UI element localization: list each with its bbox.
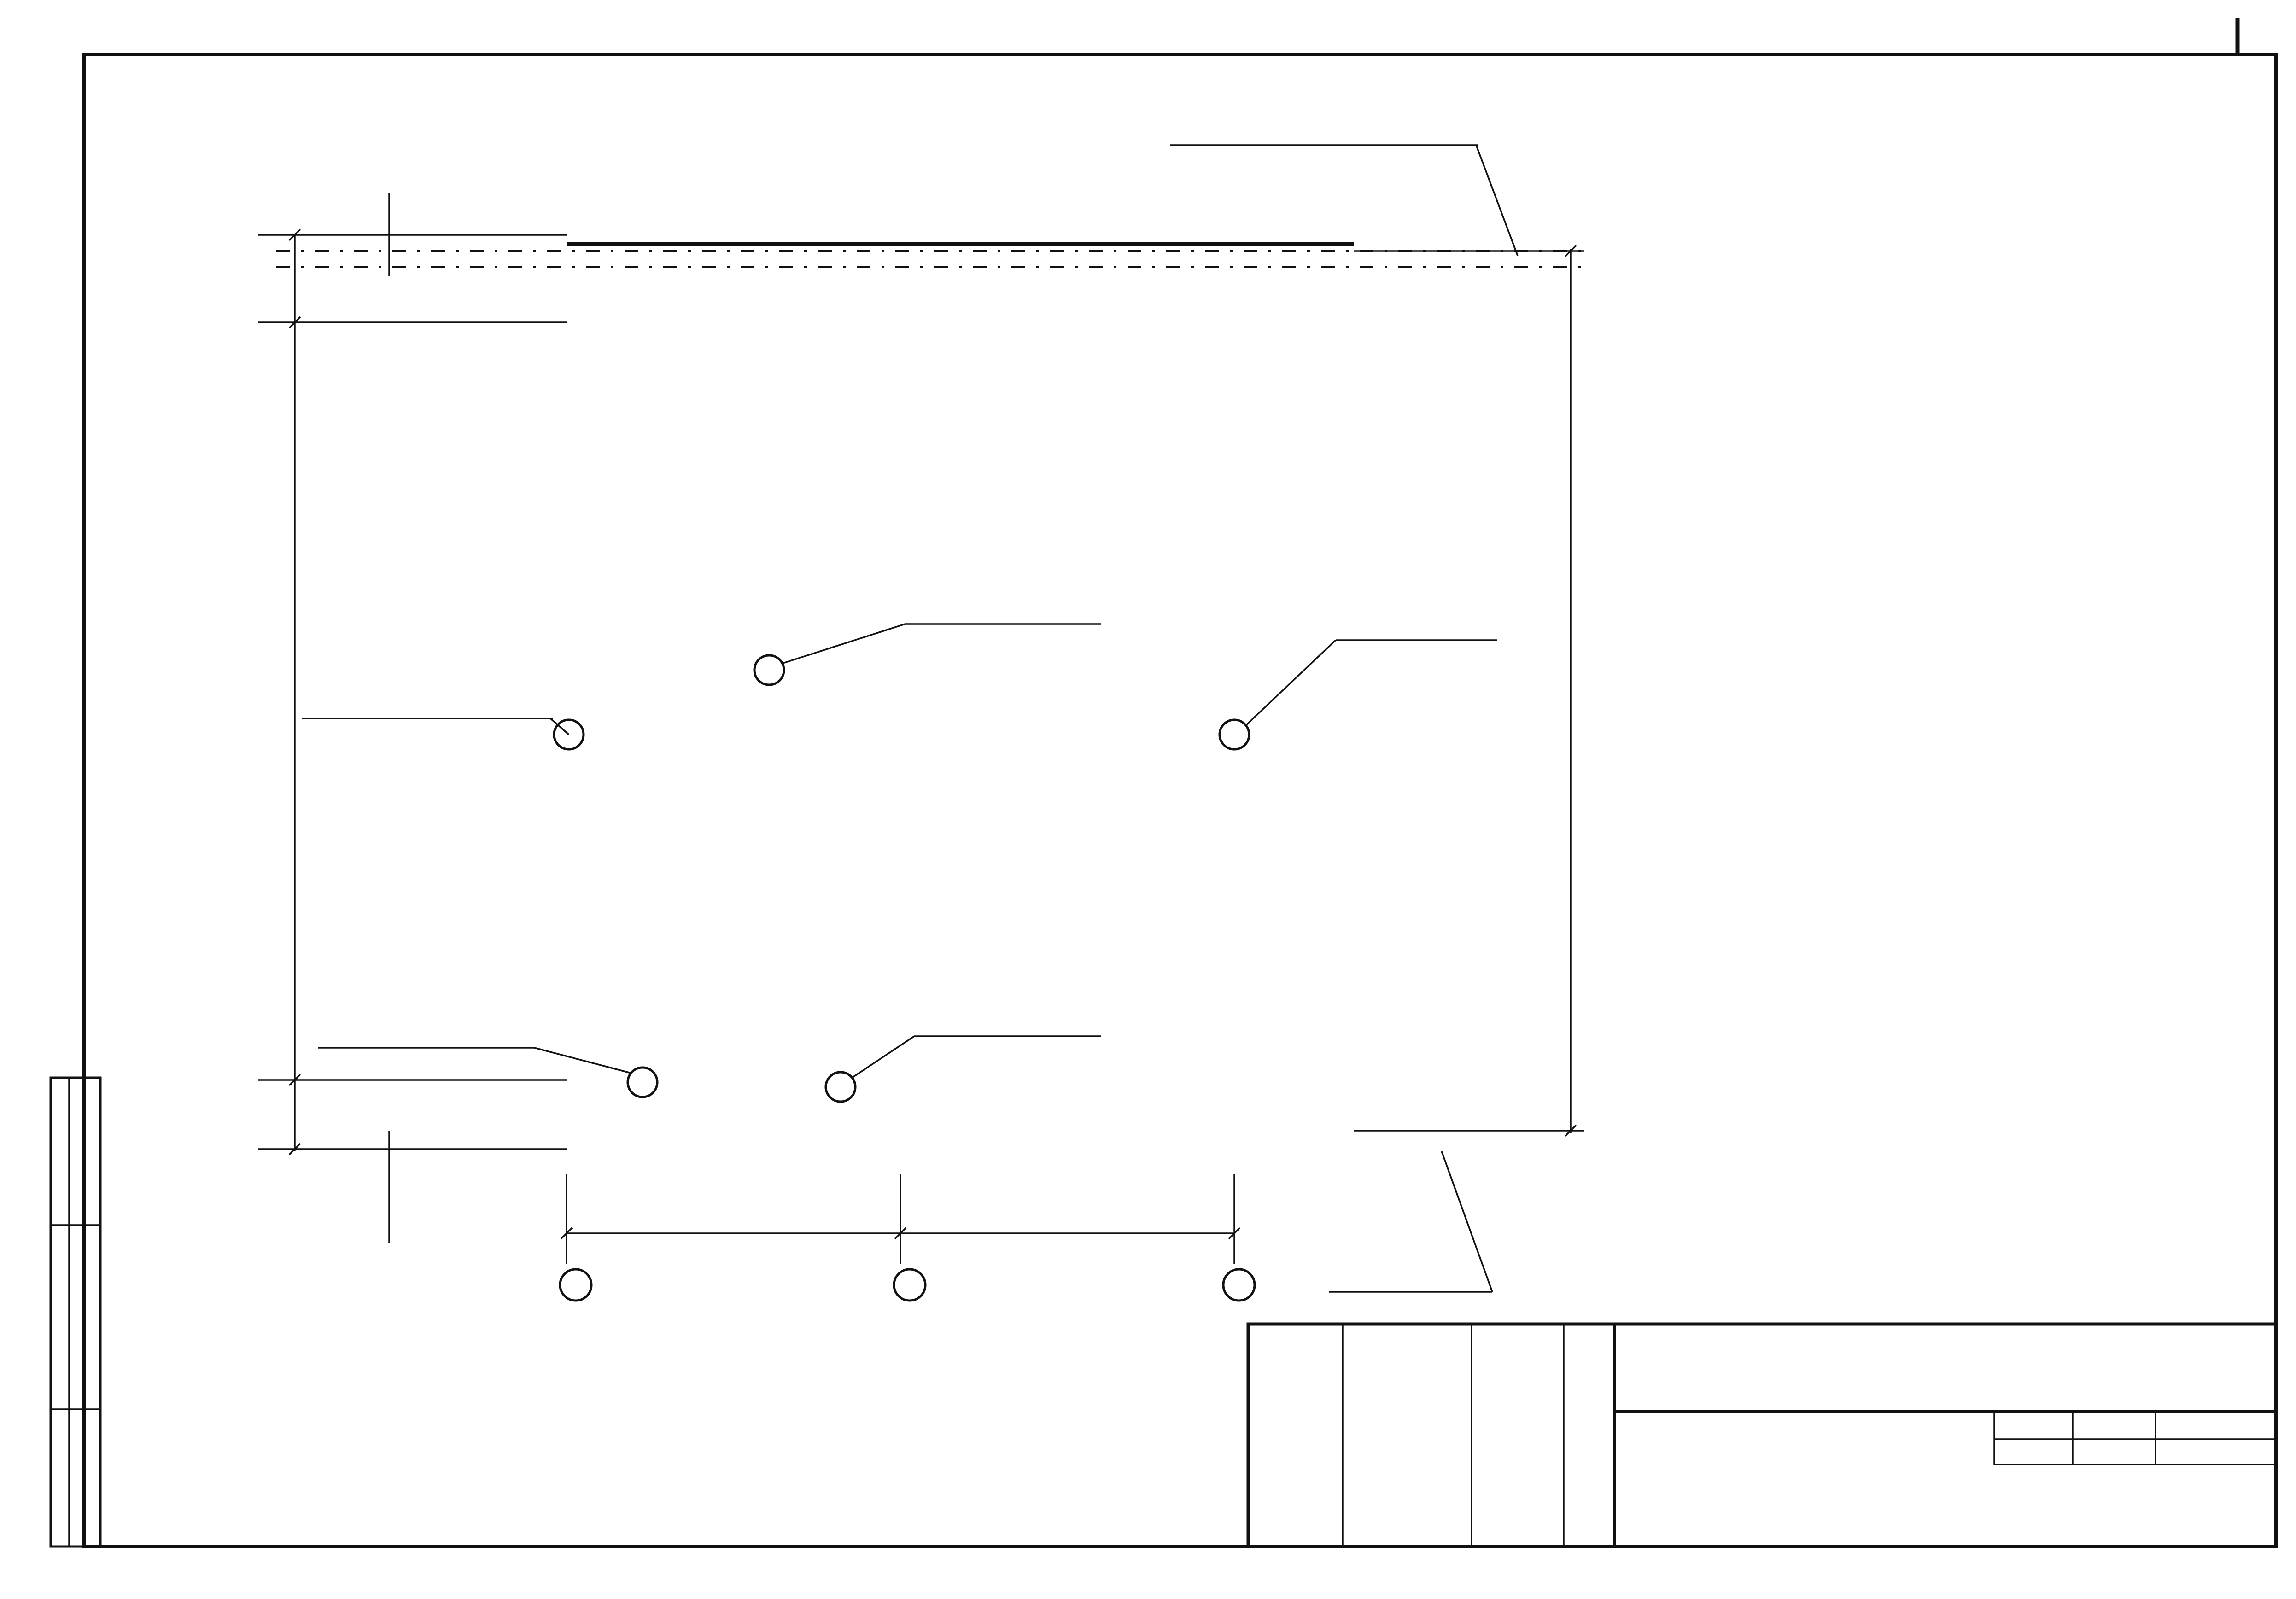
callout-40	[1220, 640, 1497, 749]
callout-41	[302, 718, 584, 749]
axis-bubble-col-1	[560, 1269, 591, 1301]
column-axis-bubbles	[560, 1174, 1255, 1301]
callout-45	[826, 1036, 1101, 1102]
axis-bubble-col-2	[894, 1269, 925, 1301]
axis-bubble-col-3	[1223, 1269, 1255, 1301]
end-axis-leader	[1442, 1151, 1492, 1292]
side-stamp	[51, 1078, 100, 1546]
callout-42	[318, 1048, 657, 1097]
callout-43	[754, 624, 1101, 685]
title-block	[1248, 1324, 2276, 1546]
right-dimension	[1354, 245, 1584, 1136]
antiseismic-leader	[1476, 145, 1518, 256]
